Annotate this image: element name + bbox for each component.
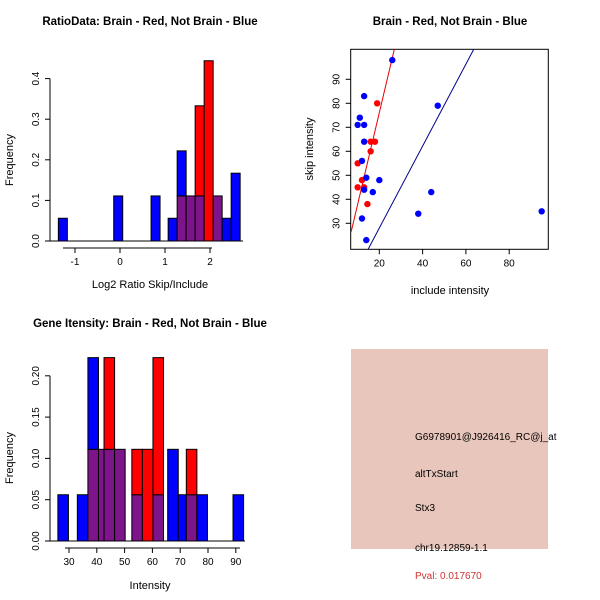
hist-bar-segment: [153, 358, 164, 495]
hist-bar-segment: [178, 495, 186, 541]
pval-text: Pval: 0.017670: [415, 571, 482, 582]
y-axis-title: skip intensity: [304, 117, 316, 181]
y-tick-label: 90: [331, 73, 343, 85]
data-point-red: [364, 201, 370, 207]
hist-bar-segment: [222, 218, 231, 241]
data-point-blue: [376, 177, 382, 183]
hist-bar-segment: [58, 218, 67, 241]
data-point-blue: [359, 215, 365, 221]
hist-bar-segment: [186, 449, 197, 494]
data-point-blue: [415, 211, 421, 217]
x-tick-label: 50: [119, 557, 131, 568]
y-tick-label: 0.05: [31, 489, 42, 510]
y-tick-label: 60: [331, 145, 343, 157]
hist-bar-segment: [114, 196, 123, 241]
hist-bar-segment: [58, 495, 69, 541]
event-type-text: altTxStart: [415, 469, 458, 480]
hist-bar-segment: [77, 495, 88, 541]
x-tick-label: 40: [417, 258, 429, 270]
y-tick-label: 0.2: [31, 152, 42, 167]
hist-bar-segment: [231, 173, 240, 241]
x-tick-label: 2: [207, 257, 213, 268]
data-point-red: [374, 100, 380, 106]
gene-hist-title: Gene Itensity: Brain - Red, Not Brain - Blue: [33, 318, 267, 330]
y-tick-label: 40: [331, 193, 343, 205]
hist-bar-segment: [132, 495, 143, 541]
hist-bar-segment: [213, 196, 222, 241]
x-tick-label: 70: [174, 557, 186, 568]
hist-bar-segment: [186, 495, 197, 541]
hist-bar-segment: [204, 61, 213, 241]
hist-bar-segment: [151, 196, 160, 241]
data-point-red: [372, 139, 378, 145]
hist-bar-segment: [186, 196, 195, 241]
x-tick-label: 80: [503, 258, 515, 270]
data-point-red: [354, 184, 360, 190]
hist-bar-segment: [233, 495, 244, 541]
hist-bar-segment: [104, 449, 115, 541]
panel-scatter: [300, 0, 600, 300]
hist-bar-segment: [98, 449, 104, 541]
data-point-blue: [435, 103, 441, 109]
x-tick-label: 30: [63, 557, 75, 568]
y-tick-label: 0.10: [31, 448, 42, 469]
y-tick-label: 0.3: [31, 112, 42, 127]
plot-box: [351, 49, 549, 249]
data-point-blue: [361, 187, 367, 193]
scatter-xlabel: include intensity: [410, 285, 490, 297]
panel-gene-hist: [0, 300, 300, 600]
x-tick-label: 80: [202, 557, 214, 568]
hist-bar-segment: [168, 449, 179, 541]
hist-bar-segment: [104, 358, 115, 450]
y-tick-label: 30: [331, 217, 343, 229]
data-point-blue: [538, 208, 544, 214]
hist-bar-segment: [142, 449, 153, 541]
data-point-blue: [361, 93, 367, 99]
hist-bar-segment: [88, 358, 99, 450]
locus-text: chr19.12859-1.1: [415, 543, 488, 554]
ratio-hist-plot: [0, 0, 300, 300]
y-axis-title: Frequency: [4, 134, 16, 186]
x-tick-label: 20: [373, 258, 385, 270]
y-tick-label: 80: [331, 97, 343, 109]
panel-info: [300, 300, 600, 600]
hist-bar-segment: [115, 449, 126, 541]
info-box: [351, 349, 557, 582]
x-tick-label: 60: [460, 258, 472, 270]
x-tick-label: -1: [70, 257, 80, 268]
x-tick-label: 90: [230, 557, 242, 568]
hist-bar-segment: [132, 449, 143, 494]
data-point-blue: [357, 115, 363, 121]
x-tick-label: 60: [146, 557, 158, 568]
y-tick-label: 50: [331, 169, 343, 181]
data-point-blue: [361, 122, 367, 128]
hist-bar-segment: [195, 106, 204, 196]
gene-hist-plot: [0, 300, 300, 600]
ratio-hist-title: RatioData: Brain - Red, Not Brain - Blue: [42, 16, 258, 28]
ratio-hist-xlabel: Log2 Ratio Skip/Include: [91, 279, 209, 291]
data-point-blue: [363, 175, 369, 181]
y-tick-label: 0.15: [31, 407, 42, 427]
data-point-blue: [359, 158, 365, 164]
y-tick-label: 0.0: [31, 234, 42, 248]
data-point-blue: [363, 237, 369, 243]
probe-id-text: G6978901@J926416_RC@j_at: [415, 432, 557, 443]
hist-bar-segment: [153, 495, 164, 541]
scatter-title: Brain - Red, Not Brain - Blue: [372, 16, 528, 28]
panel-ratio-hist: [0, 0, 300, 300]
hist-bar-segment: [177, 151, 186, 196]
hist-bar-segment: [168, 218, 177, 241]
y-tick-label: 0.20: [31, 366, 42, 386]
hist-bar-segment: [197, 495, 208, 541]
gene-hist-xlabel: Intensity: [129, 580, 171, 592]
scatter-plot: [300, 0, 600, 300]
hist-bar-segment: [195, 196, 204, 241]
x-tick-label: 0: [117, 257, 123, 268]
data-point-blue: [361, 139, 367, 145]
data-point-blue: [354, 122, 360, 128]
y-axis-title: Frequency: [4, 432, 16, 484]
x-tick-label: 40: [91, 557, 103, 568]
fit-line-blue: [368, 46, 475, 249]
data-point-red: [367, 148, 373, 154]
x-tick-label: 1: [162, 257, 168, 268]
y-tick-label: 0.4: [31, 71, 42, 86]
y-tick-label: 70: [331, 121, 343, 133]
y-tick-label: 0.00: [31, 531, 42, 551]
data-point-blue: [370, 189, 376, 195]
data-point-blue: [428, 189, 434, 195]
data-point-blue: [389, 57, 395, 63]
hist-bar-segment: [88, 449, 99, 541]
y-tick-label: 0.1: [31, 193, 42, 208]
hist-bar-segment: [177, 196, 186, 241]
gene-symbol-text: Stx3: [415, 503, 436, 514]
